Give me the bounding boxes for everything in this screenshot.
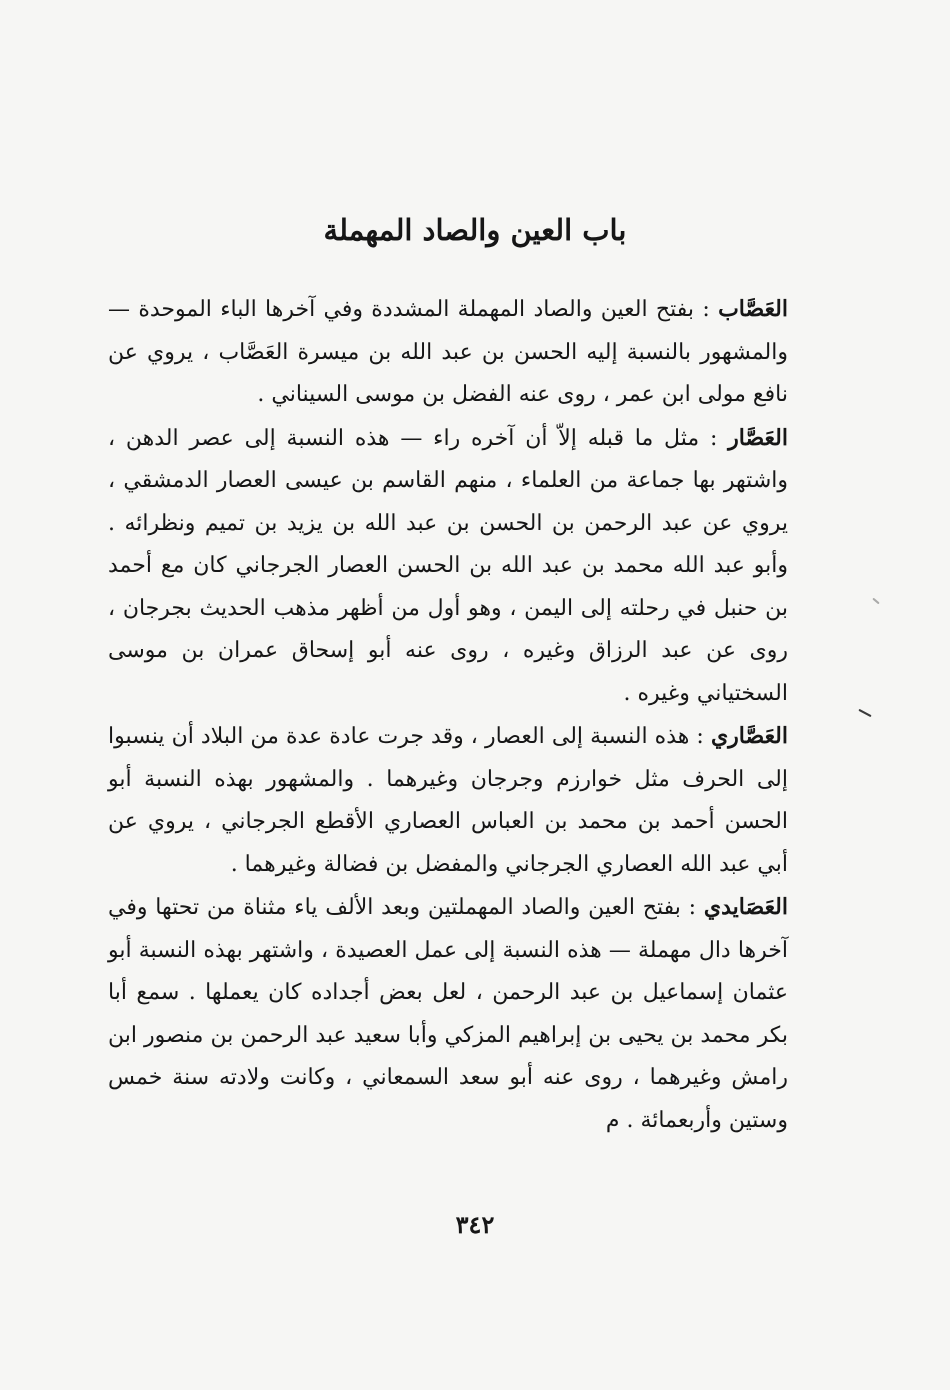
scan-mark: [872, 598, 879, 605]
entry-4: [108, 886, 788, 1142]
entry-2-body: : مثل ما قبله إلاّ أن آخره راء — هذه النسبة إلى عصر الدهن ، واشتهر بها جماعة من العلماء ، منهم القاسم بن عيسى العصار الدمشقي ، يروي عن عبد الرحمن بن الحسن بن عبد الله بن يزيد بن تميم ونظرائه . وأبو عبد الله محمد بن عبد الله بن الحسن العصار الجرجاني كان مع أحمد بن حنبل في رحلته إلى اليمن ، وهو أول من أظهر مذهب الحديث بجرجان ، روى عن عبد الرزاق وغيره ، روى عنه أبو إسحاق عمران بن موسى السختياني وغيره .: [108, 425, 788, 706]
entry-1-body: : بفتح العين والصاد المهملة المشددة وفي آخرها الباء الموحدة — والمشهور بالنسبة إليه الحسن بن عبد الله بن ميسرة العَصَّاب ، يروي عن نافع مولى ابن عمر ، روى عنه الفضل بن موسى السيناني .: [108, 297, 788, 407]
entry-1: [108, 288, 788, 417]
entry-1-head: العَصَّاب: [718, 296, 788, 322]
entry-4-body: : بفتح العين والصاد المهملتين وبعد الألف ياء مثناة من تحتها وفي آخرها دال مهملة — هذه النسبة إلى عمل العصيدة ، واشتهر بهذه النسبة أبو عثمان إسماعيل بن عبد الرحمن ، لعل بعض أجداده كان يعملها . سمع أبا بكر محمد بن يحيى بن إبراهيم المزكي وأبا سعيد عبد الرحمن بن منصور ابن رامش وغيرهما ، روى عنه أبو سعد السمعاني ، وكانت ولادته سنة خمس وستين وأربعمائة . م: [108, 895, 789, 1133]
page-number: ٣٤٢: [455, 1210, 495, 1239]
page-title: باب العين والصاد المهملة: [323, 213, 627, 247]
entry-3-head: العَصَّاري: [710, 723, 788, 749]
text-body: [108, 288, 788, 1142]
entry-3: [108, 715, 788, 886]
entry-2: [108, 417, 788, 716]
entry-3-body: : هذه النسبة إلى العصار ، وقد جرت عادة عدة من البلاد أن ينسبوا إلى الحرف مثل خوارزم وجرجان وغيرهما . والمشهور بهذه النسبة أبو الحسن أحمد بن محمد بن العباس العصاري الأقطع الجرجاني ، يروي عن أبي عبد الله العصاري الجرجاني والمفضل بن فضالة وغيرهما .: [108, 724, 788, 877]
entry-2-head: العَصَّار: [728, 424, 788, 451]
scan-mark: [858, 709, 871, 717]
entry-4-head: العَصَايدي: [703, 894, 788, 920]
